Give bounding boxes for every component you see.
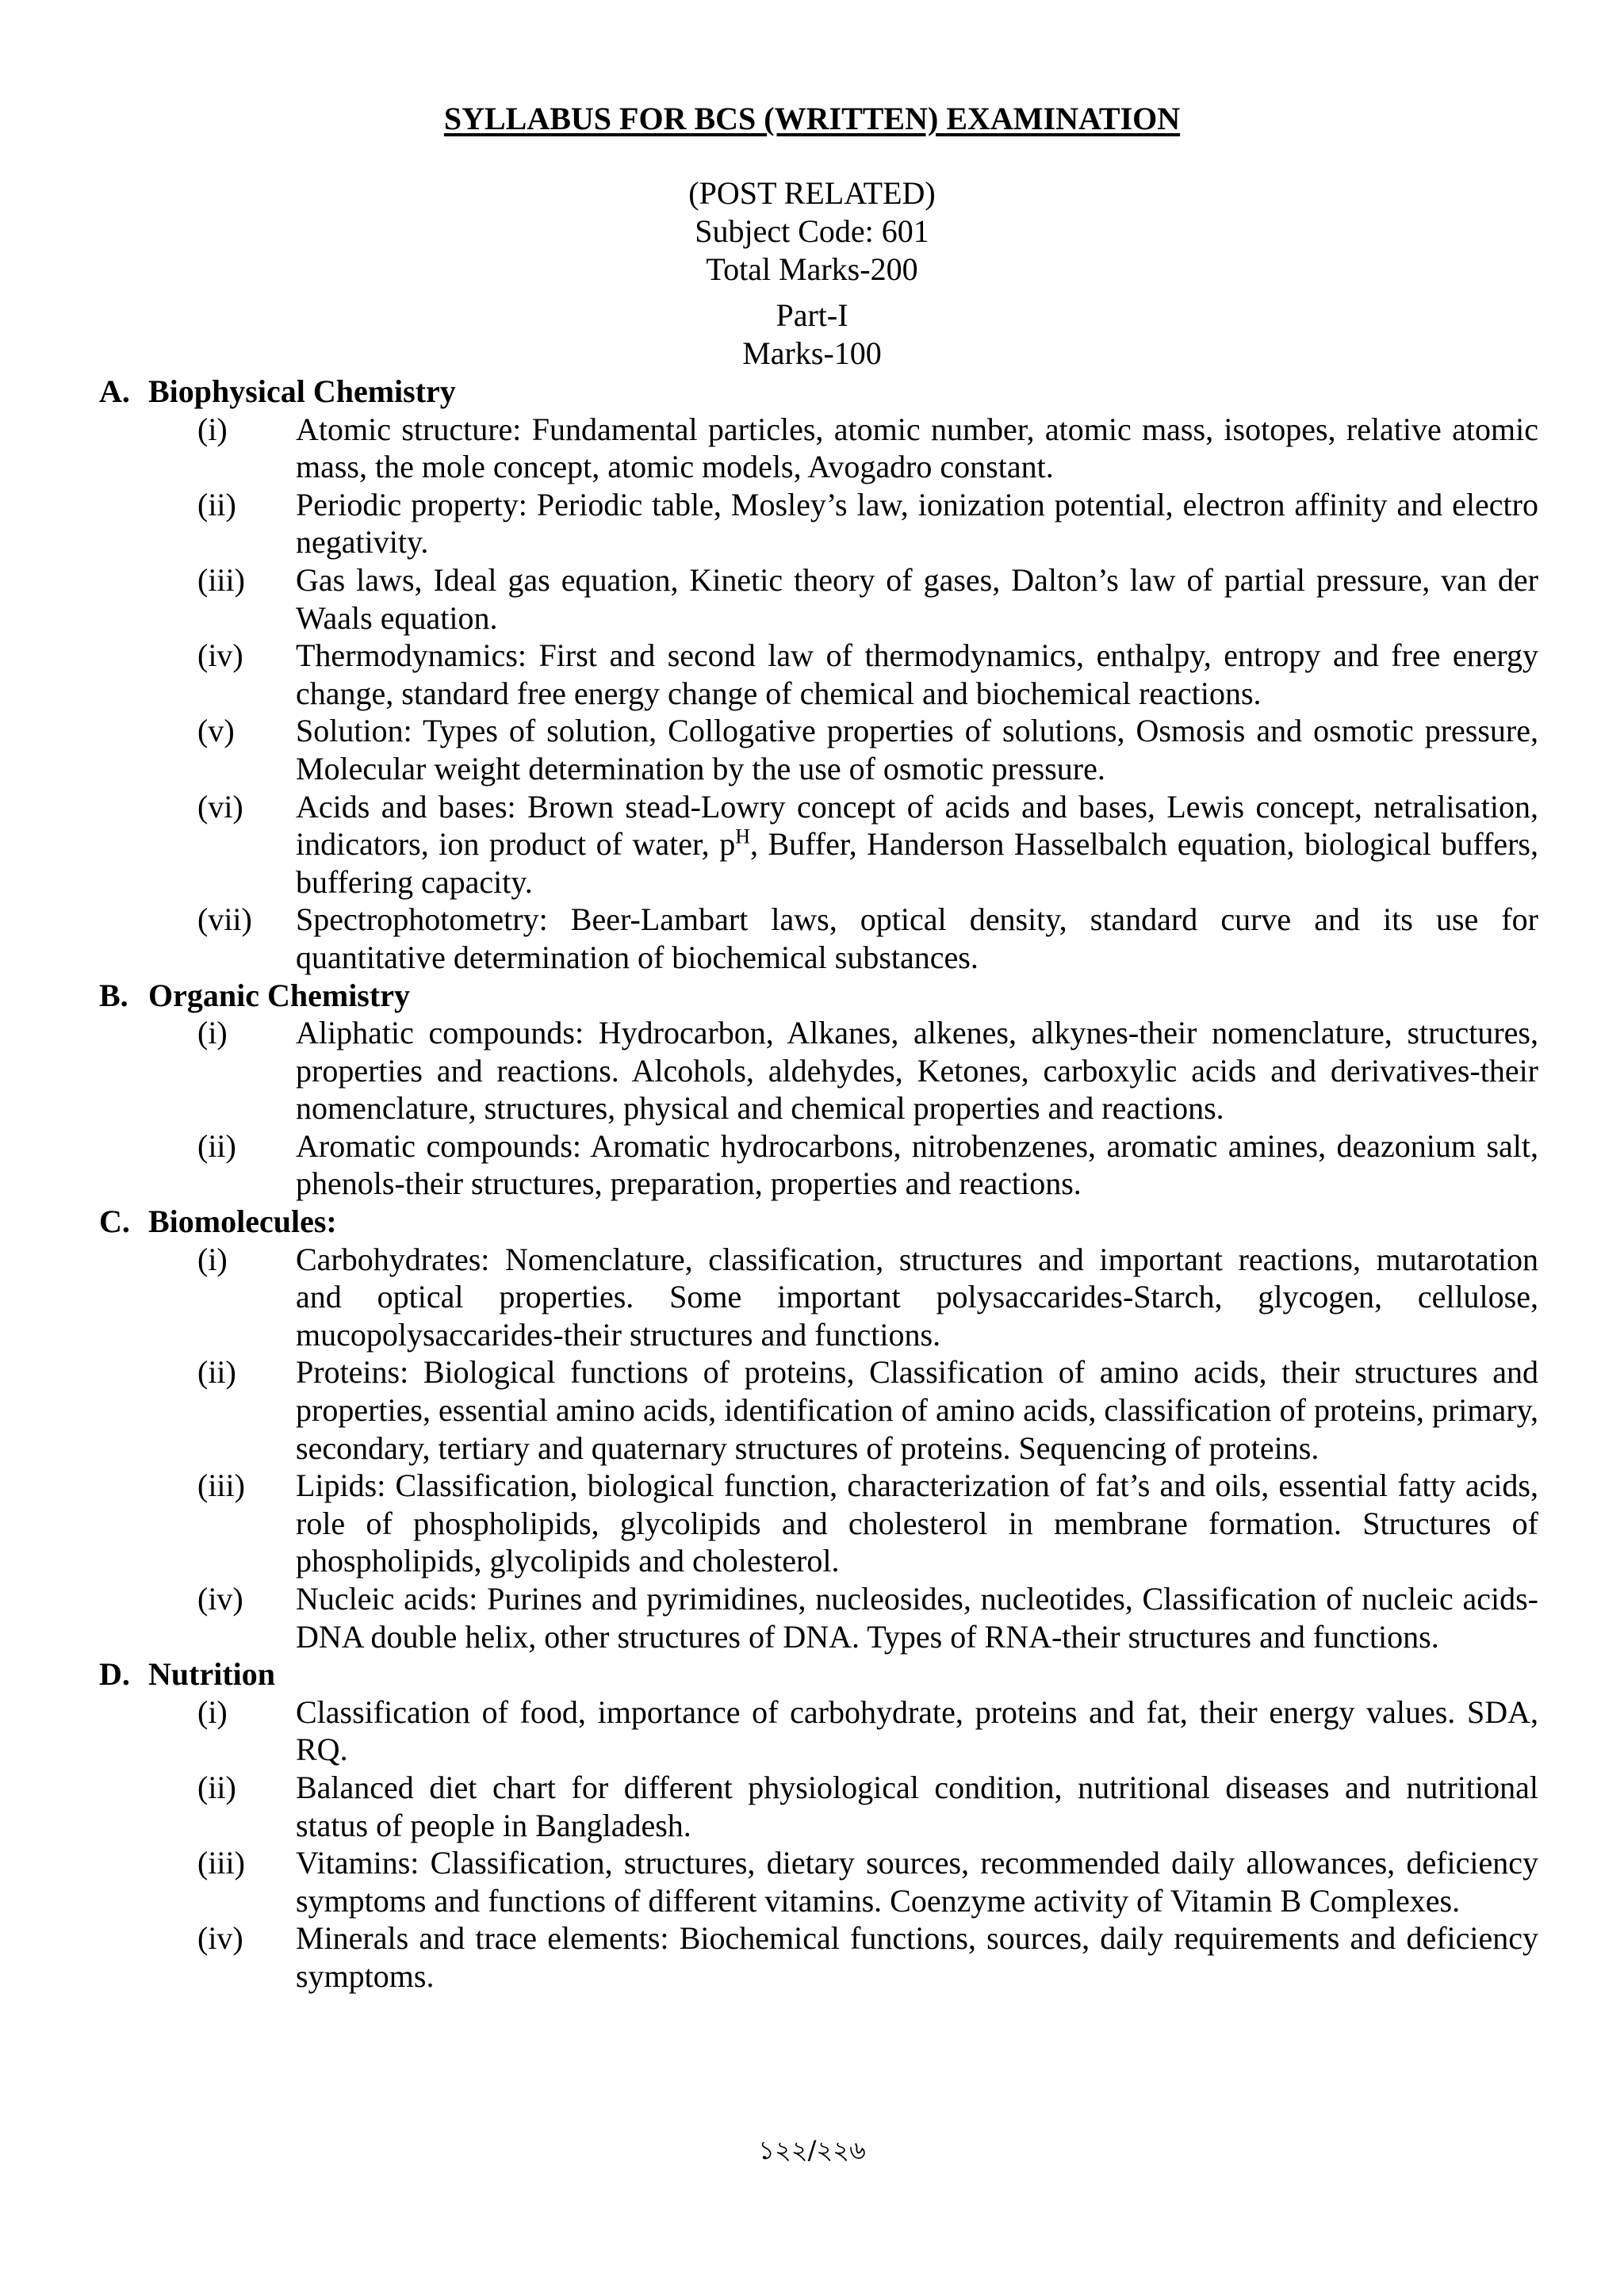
section-biomolecules xyxy=(99,1203,1538,1655)
item-text: Vitamins: Classification, structures, dietary sources, recommended daily allowances, deficiency symptoms and functions of different vitamins. Coenzyme activity of Vitamin B Complexes. xyxy=(296,1845,1538,1919)
part-label: Part-I xyxy=(776,297,848,333)
item-text: Thermodynamics: First and second law of thermodynamics, enthalpy, entropy and free energy change, standard free energy change of chemical and biochemical reactions. xyxy=(296,637,1538,711)
syllabus-item xyxy=(99,1844,1538,1919)
syllabus-item xyxy=(99,1014,1538,1127)
item-number: (ii) xyxy=(197,1127,236,1164)
syllabus-item xyxy=(99,637,1538,712)
item-number: (ii) xyxy=(197,1769,236,1805)
item-number: (i) xyxy=(197,1015,228,1051)
syllabus-item xyxy=(99,1467,1538,1580)
syllabus-item xyxy=(99,1241,1538,1354)
item-text: Proteins: Biological functions of proteins, Classification of amino acids, their structures and properties, essential amino acids, identification of amino acids, classification of proteins, primary, secondary, tertiary and quaternary structures of proteins. Sequencing of proteins. xyxy=(296,1354,1538,1466)
syllabus-item xyxy=(99,901,1538,976)
section-heading xyxy=(99,977,1538,1015)
item-text: Spectrophotometry: Beer-Lambart laws, optical density, standard curve and its use for quantitative determination of biochemical substances. xyxy=(296,901,1538,975)
item-text: Carbohydrates: Nomenclature, classification, structures and important reactions, mutarotation and optical properties. Some important polysaccarides-Starch, glycogen, cellulose, mucopolysaccarides-their structures and functions. xyxy=(296,1241,1538,1353)
section-letter: D. xyxy=(99,1656,130,1693)
item-number: (iii) xyxy=(197,561,245,598)
item-text: Gas laws, Ideal gas equation, Kinetic theory of gases, Dalton’s law of partial pressure, van der Waals equation. xyxy=(296,561,1538,636)
section-biophysical-chemistry xyxy=(99,373,1538,977)
item-text xyxy=(296,788,1538,901)
item-number: (i) xyxy=(197,1693,228,1730)
item-text: Periodic property: Periodic table, Mosley’s law, ionization potential, electron affinity and electro negativity. xyxy=(296,486,1538,561)
item-text: Solution: Types of solution, Collogative properties of solutions, Osmosis and osmotic pressure, Molecular weight determination by the use of osmotic pressure. xyxy=(296,713,1538,786)
part-marks: Marks-100 xyxy=(742,335,882,371)
superscript-h: H xyxy=(735,825,750,848)
section-title: Biomolecules: xyxy=(148,1203,337,1240)
item-text: Nucleic acids: Purines and pyrimidines, nucleosides, nucleotides, Classification of nucleic acids-DNA double helix, other structures of DNA. Types of RNA-their structures and functions. xyxy=(296,1581,1538,1655)
subject-code: Subject Code: 601 xyxy=(695,213,929,249)
section-letter: B. xyxy=(99,977,128,1013)
syllabus-item xyxy=(99,411,1538,486)
post-related: (POST RELATED) xyxy=(688,175,936,211)
item-text: Atomic structure: Fundamental particles, atomic number, atomic mass, isotopes, relative atomic mass, the mole concept, atomic models, Avogadro constant. xyxy=(296,411,1538,485)
syllabus-item xyxy=(99,1769,1538,1844)
section-letter: C. xyxy=(99,1203,130,1240)
section-organic-chemistry xyxy=(99,977,1538,1203)
section-heading xyxy=(99,1655,1538,1693)
item-number: (ii) xyxy=(197,486,236,522)
syllabus-item xyxy=(99,1693,1538,1769)
syllabus-item xyxy=(99,1127,1538,1203)
section-title: Nutrition xyxy=(148,1656,275,1693)
item-number: (i) xyxy=(197,1241,228,1277)
item-text: Minerals and trace elements: Biochemical functions, sources, daily requirements and deficiency symptoms. xyxy=(296,1920,1538,1994)
item-text-part: Acids and bases: Brown stead-Lowry concept of acids and bases, Lewis concept, netralisation, indicators, ion product of water, p xyxy=(296,788,1538,863)
syllabus-content xyxy=(99,373,1538,1996)
total-marks: Total Marks-200 xyxy=(706,251,918,287)
item-number: (iii) xyxy=(197,1468,245,1504)
item-number: (iii) xyxy=(197,1845,245,1881)
item-number: (i) xyxy=(197,411,228,447)
section-nutrition xyxy=(99,1655,1538,1995)
syllabus-item xyxy=(99,712,1538,787)
section-letter: A. xyxy=(99,373,130,409)
syllabus-item xyxy=(99,788,1538,901)
item-number: (iv) xyxy=(197,637,243,674)
document-title: SYLLABUS FOR BCS (WRITTEN) EXAMINATION xyxy=(443,101,1181,136)
item-number: (v) xyxy=(197,713,235,749)
item-number: (iv) xyxy=(197,1581,243,1617)
item-number: (ii) xyxy=(197,1354,236,1391)
section-heading xyxy=(99,373,1538,411)
item-text-part: , Buffer, Handerson Hasselbalch equation, biological buffers, buffering capacity. xyxy=(296,826,1538,900)
syllabus-item xyxy=(99,1919,1538,1995)
item-text: Classification of food, importance of carbohydrate, proteins and fat, their energy values. SDA, RQ. xyxy=(296,1693,1538,1768)
item-text: Lipids: Classification, biological function, characterization of fat’s and oils, essential fatty acids, role of phospholipids, glycolipids and cholesterol in membrane formation. Structures of phospholipids, glycolipids and cholesterol. xyxy=(296,1468,1538,1579)
section-heading xyxy=(99,1203,1538,1241)
syllabus-item xyxy=(99,1580,1538,1655)
item-number: (vii) xyxy=(197,901,252,938)
syllabus-item xyxy=(99,486,1538,561)
syllabus-item xyxy=(99,1353,1538,1467)
item-number: (vi) xyxy=(197,788,243,825)
page-number: ১২২/২২৬ xyxy=(758,2135,866,2165)
section-title: Organic Chemistry xyxy=(148,977,410,1013)
item-text: Aromatic compounds: Aromatic hydrocarbons, nitrobenzenes, aromatic amines, deazonium salt, phenols-their structures, preparation, properties and reactions. xyxy=(296,1127,1538,1202)
item-text: Aliphatic compounds: Hydrocarbon, Alkanes, alkenes, alkynes-their nomenclature, structures, properties and reactions. Alcohols, aldehydes, Ketones, carboxylic acids and derivatives-their nomenclature, structures, physical and chemical properties and reactions. xyxy=(296,1015,1538,1127)
item-number: (iv) xyxy=(197,1920,243,1957)
item-text: Balanced diet chart for different physiological condition, nutritional diseases and nutritional status of people in Bangladesh. xyxy=(296,1769,1538,1843)
syllabus-item xyxy=(99,561,1538,637)
section-title: Biophysical Chemistry xyxy=(148,373,456,409)
